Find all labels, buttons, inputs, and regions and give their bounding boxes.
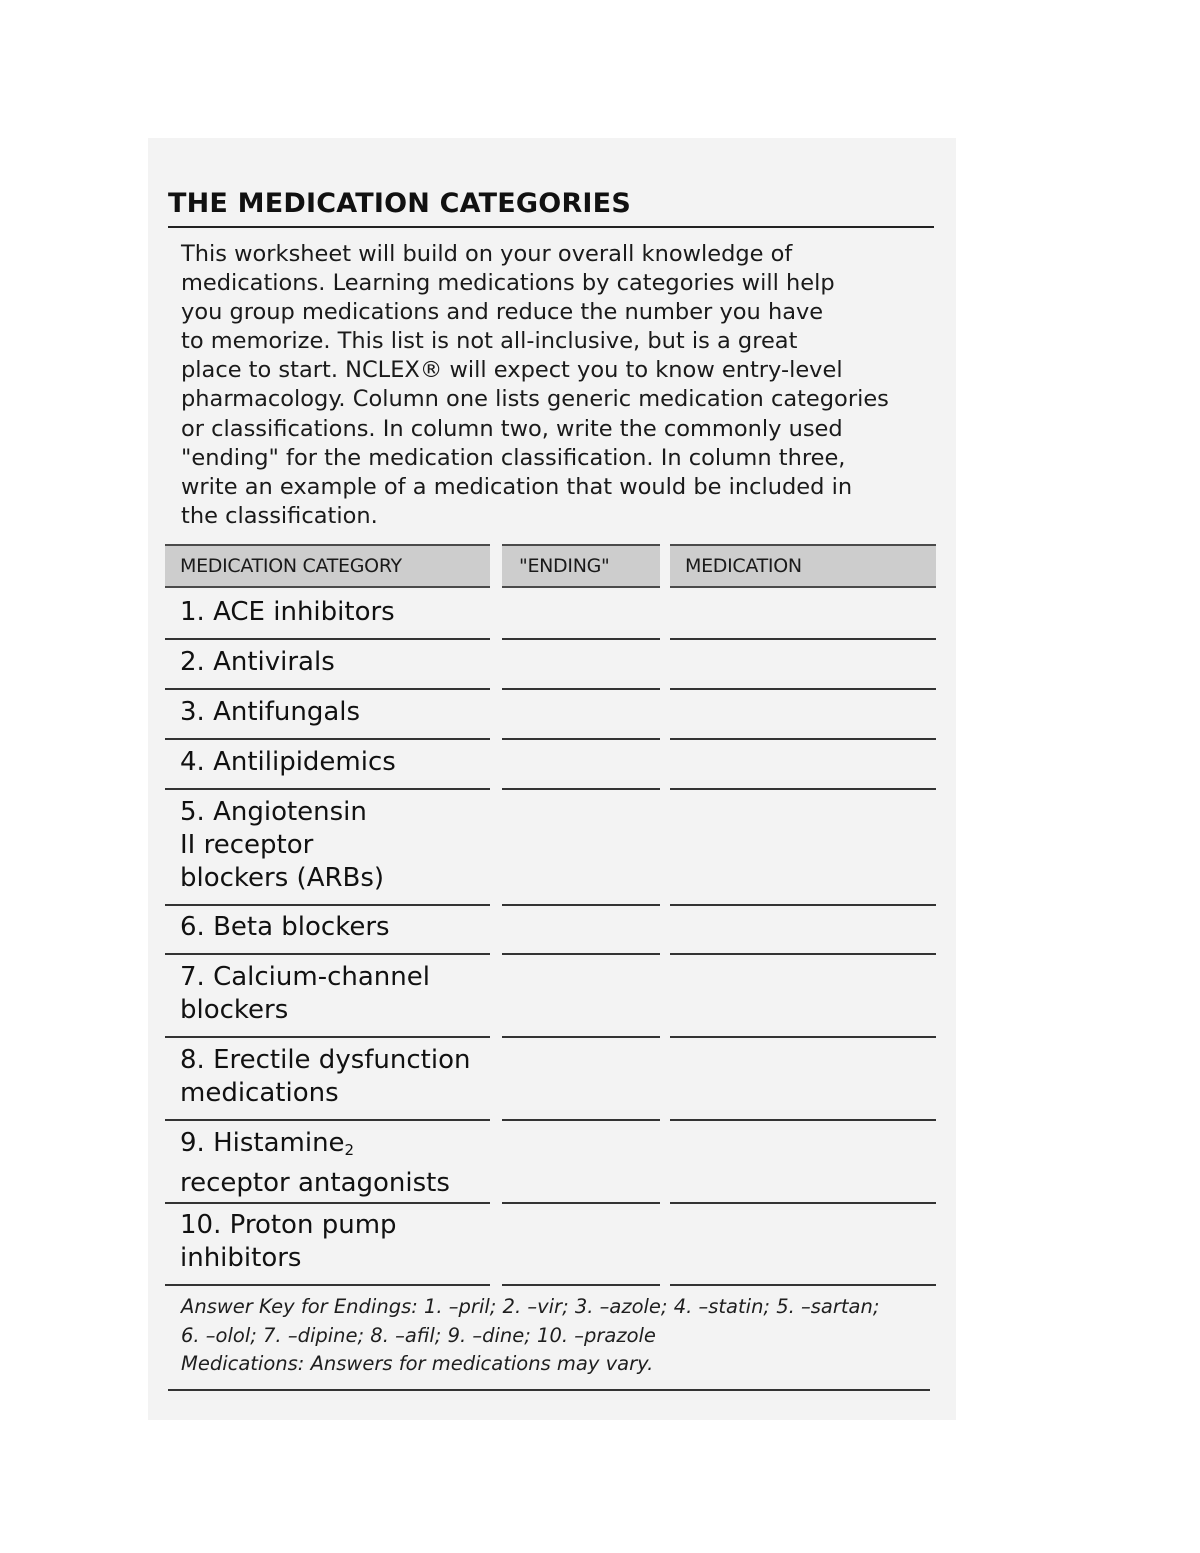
category-cell — [180, 1044, 490, 1110]
category-subscript: 2 — [344, 1141, 355, 1159]
intro-line: the classification. — [181, 502, 378, 529]
medication-answer-line[interactable] — [670, 788, 936, 790]
ending-answer-line[interactable] — [502, 1284, 660, 1286]
category-text: receptor antagonists — [180, 1168, 450, 1198]
intro-line: "ending" for the medication classification. In column three, — [181, 444, 846, 471]
table-row — [165, 1044, 936, 1123]
category-cell — [180, 1127, 490, 1200]
category-cell — [180, 696, 490, 729]
category-text: 5. Angiotensin — [180, 797, 367, 827]
intro-line: This worksheet will build on your overall knowledge of — [181, 241, 793, 267]
category-cell — [180, 646, 490, 679]
category-cell — [180, 746, 490, 779]
table-row — [165, 596, 936, 642]
header-ending: "ENDING" — [502, 544, 660, 588]
table-row — [165, 696, 936, 742]
ending-answer-line[interactable] — [502, 738, 660, 740]
category-text-main: 9. Histamine — [180, 1128, 345, 1158]
answer-key — [181, 1293, 921, 1379]
category-text: 2. Antivirals — [180, 647, 335, 677]
category-cell — [180, 796, 490, 895]
medication-answer-line[interactable] — [670, 638, 936, 640]
intro-line: write an example of a medication that would be included in — [181, 473, 853, 500]
intro-paragraph — [181, 240, 931, 531]
category-text: 6. Beta blockers — [180, 912, 390, 942]
intro-line: medications. Learning medications by categories will help — [181, 270, 835, 297]
header-medication: MEDICATION — [670, 544, 936, 588]
table-row — [165, 961, 936, 1040]
intro-line: place to start. NCLEX® will expect you to know entry-level — [181, 357, 843, 384]
category-text: 8. Erectile dysfunction — [180, 1045, 471, 1075]
medication-answer-line[interactable] — [670, 1119, 936, 1121]
category-rule — [165, 1284, 490, 1286]
answer-key-line: Medications: Answers for medications may vary. — [181, 1352, 654, 1375]
category-cell — [180, 961, 490, 1027]
ending-answer-line[interactable] — [502, 953, 660, 955]
category-rule — [165, 1036, 490, 1038]
medication-answer-line[interactable] — [670, 738, 936, 740]
table-row — [165, 1127, 936, 1206]
table-row — [165, 796, 936, 908]
category-rule — [165, 738, 490, 740]
ending-answer-line[interactable] — [502, 1119, 660, 1121]
ending-answer-line[interactable] — [502, 688, 660, 690]
category-rule — [165, 638, 490, 640]
category-text: blockers — [180, 995, 289, 1025]
category-rule — [165, 904, 490, 906]
ending-answer-line[interactable] — [502, 1202, 660, 1204]
table-row — [165, 911, 936, 957]
medication-answer-line[interactable] — [670, 904, 936, 906]
answer-key-line: 6. –olol; 7. –dipine; 8. –afil; 9. –dine; 10. –prazole — [181, 1323, 656, 1347]
page-title: THE MEDICATION CATEGORIES — [168, 188, 631, 219]
category-text: II receptor — [180, 830, 314, 860]
category-cell — [180, 911, 490, 944]
category-text: 3. Antifungals — [180, 697, 361, 727]
category-rule — [165, 788, 490, 790]
medication-answer-line[interactable] — [670, 688, 936, 690]
ending-answer-line[interactable] — [502, 788, 660, 790]
table-row — [165, 646, 936, 692]
category-rule — [165, 688, 490, 690]
answer-key-line: Answer Key for Endings: 1. –pril; 2. –vir; 3. –azole; 4. –statin; 5. –sartan; — [181, 1295, 880, 1318]
category-text — [180, 1127, 490, 1167]
table-row — [165, 746, 936, 792]
ending-answer-line[interactable] — [502, 638, 660, 640]
category-text: 7. Calcium-channel — [180, 962, 430, 992]
intro-line: to memorize. This list is not all-inclusive, but is a great — [181, 328, 798, 355]
category-text: blockers (ARBs) — [180, 863, 385, 893]
table-row — [165, 1209, 936, 1288]
category-text: 4. Antilipidemics — [180, 747, 396, 777]
ending-answer-line[interactable] — [502, 904, 660, 906]
intro-line: pharmacology. Column one lists generic medication categories — [181, 386, 889, 413]
medication-answer-line[interactable] — [670, 1202, 936, 1204]
category-rule — [165, 1119, 490, 1121]
bottom-divider — [168, 1389, 930, 1391]
category-text: medications — [180, 1078, 339, 1108]
category-text: inhibitors — [180, 1243, 302, 1273]
title-divider — [168, 226, 934, 228]
category-rule — [165, 1202, 490, 1204]
header-medication-category: MEDICATION CATEGORY — [165, 544, 490, 588]
medication-answer-line[interactable] — [670, 1036, 936, 1038]
ending-answer-line[interactable] — [502, 1036, 660, 1038]
category-rule — [165, 953, 490, 955]
intro-line: you group medications and reduce the number you have — [181, 299, 824, 326]
intro-line: or classifications. In column two, write the commonly used — [181, 415, 843, 442]
category-cell — [180, 596, 490, 629]
category-text: 1. ACE inhibitors — [180, 597, 395, 627]
medication-answer-line[interactable] — [670, 953, 936, 955]
medication-answer-line[interactable] — [670, 1284, 936, 1286]
category-cell — [180, 1209, 490, 1275]
category-text: 10. Proton pump — [180, 1210, 397, 1240]
